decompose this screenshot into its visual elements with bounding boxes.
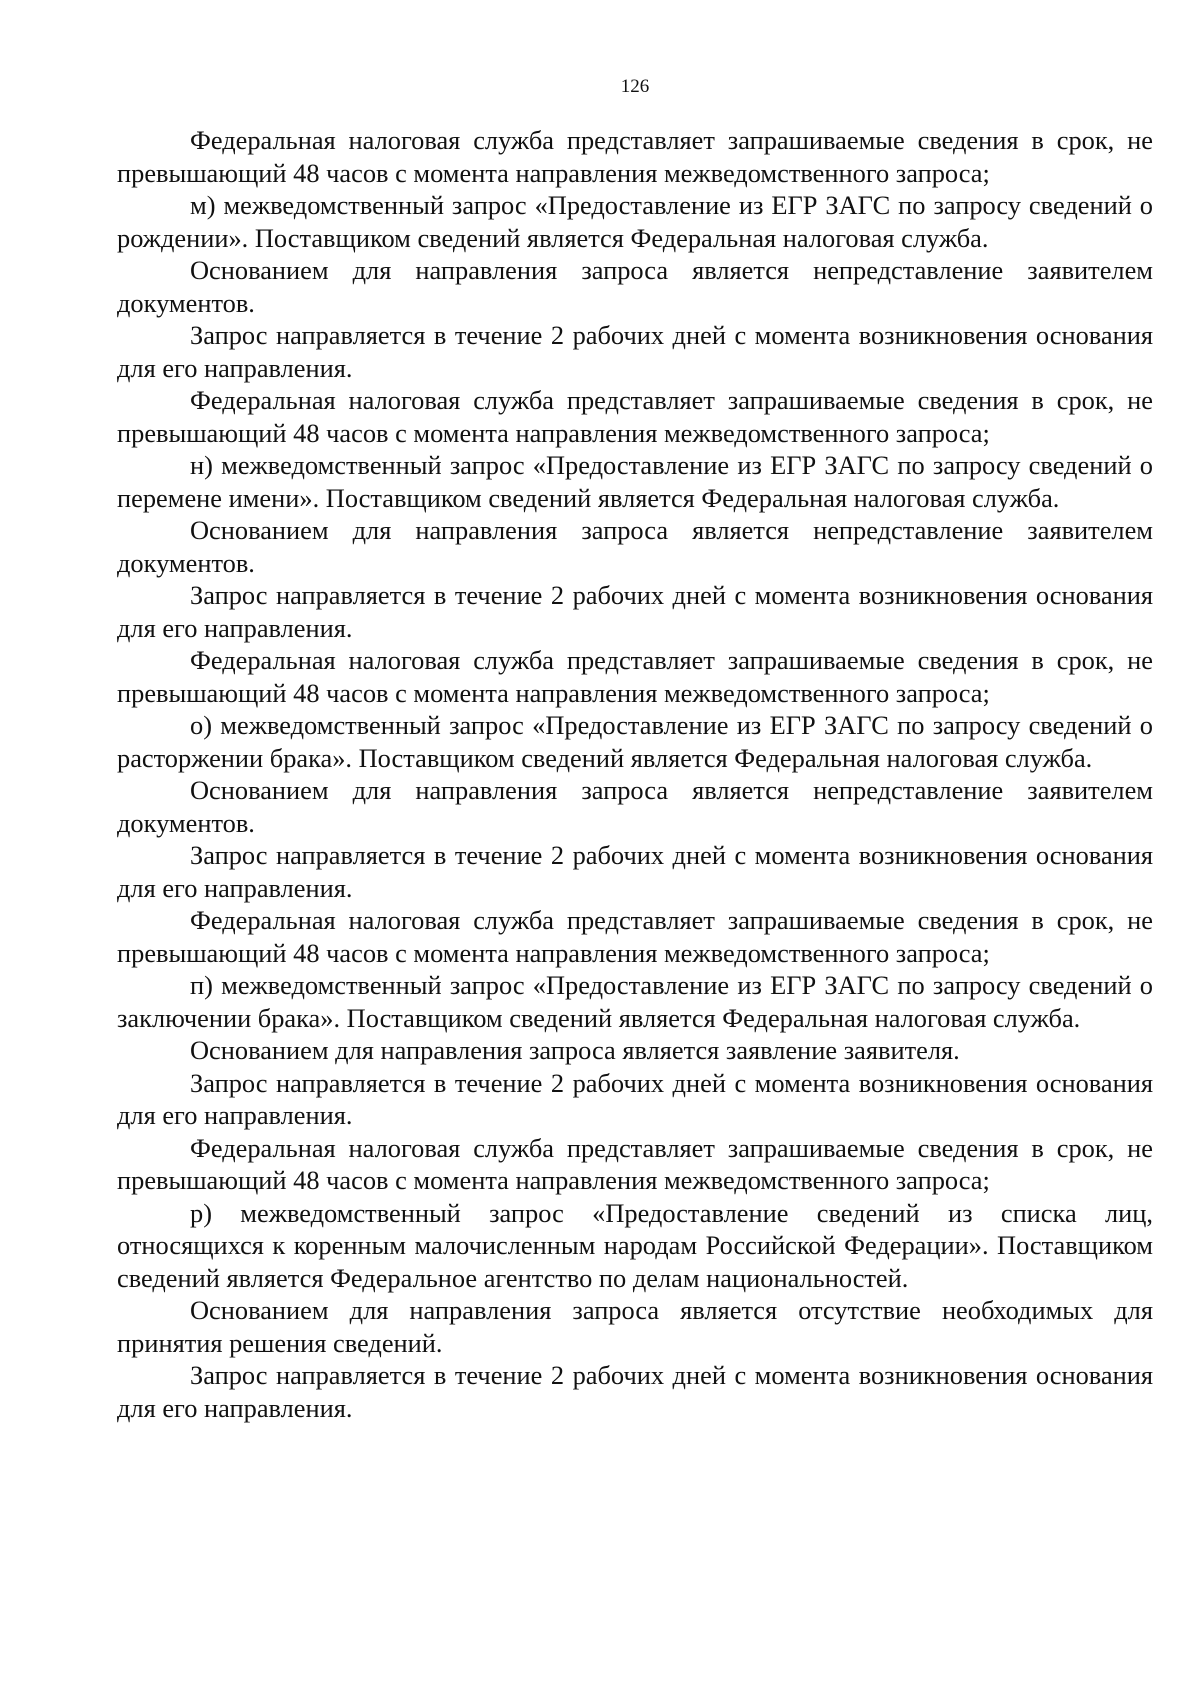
paragraph: Федеральная налоговая служба представляет запрашиваемые сведения в срок, не превышающий 48 часов с момента направления межведомственного запроса;	[117, 645, 1153, 708]
paragraph: п) межведомственный запрос «Предоставление из ЕГР ЗАГС по запросу сведений о заключении брака». Поставщиком сведений является Федеральная налоговая служба.	[117, 970, 1153, 1033]
document-body	[117, 124, 1153, 1424]
page-number: 126	[620, 76, 650, 97]
paragraph: Запрос направляется в течение 2 рабочих дней с момента возникновения основания для его направления.	[117, 1360, 1153, 1423]
paragraph: н) межведомственный запрос «Предоставление из ЕГР ЗАГС по запросу сведений о перемене имени». Поставщиком сведений является Федеральная налоговая служба.	[117, 450, 1153, 513]
paragraph: о) межведомственный запрос «Предоставление из ЕГР ЗАГС по запросу сведений о расторжении брака». Поставщиком сведений является Федеральная налоговая служба.	[117, 710, 1153, 773]
paragraph: Основанием для направления запроса является непредставление заявителем документов.	[117, 515, 1153, 578]
paragraph: р) межведомственный запрос «Предоставление сведений из списка лиц, относящихся к коренным малочисленным народам Российской Федерации». Поставщиком сведений является Федеральное агентство по делам национальностей.	[117, 1197, 1153, 1293]
paragraph: Федеральная налоговая служба представляет запрашиваемые сведения в срок, не превышающий 48 часов с момента направления межведомственного запроса;	[117, 905, 1153, 968]
paragraph: Запрос направляется в течение 2 рабочих дней с момента возникновения основания для его направления.	[117, 1067, 1153, 1130]
paragraph: Федеральная налоговая служба представляет запрашиваемые сведения в срок, не превышающий 48 часов с момента направления межведомственного запроса;	[117, 385, 1153, 448]
paragraph: Основанием для направления запроса является заявление заявителя.	[190, 1035, 960, 1065]
paragraph: Запрос направляется в течение 2 рабочих дней с момента возникновения основания для его направления.	[117, 580, 1153, 643]
paragraph: Запрос направляется в течение 2 рабочих дней с момента возникновения основания для его направления.	[117, 840, 1153, 903]
paragraph: Основанием для направления запроса является непредставление заявителем документов.	[117, 255, 1153, 318]
paragraph: м) межведомственный запрос «Предоставление из ЕГР ЗАГС по запросу сведений о рождении». Поставщиком сведений является Федеральная налоговая служба.	[117, 190, 1153, 253]
paragraph: Федеральная налоговая служба представляет запрашиваемые сведения в срок, не превышающий 48 часов с момента направления межведомственного запроса;	[117, 125, 1153, 188]
paragraph: Запрос направляется в течение 2 рабочих дней с момента возникновения основания для его направления.	[117, 320, 1153, 383]
paragraph: Основанием для направления запроса является непредставление заявителем документов.	[117, 775, 1153, 838]
paragraph: Основанием для направления запроса является отсутствие необходимых для принятия решения сведений.	[117, 1295, 1153, 1358]
paragraph: Федеральная налоговая служба представляет запрашиваемые сведения в срок, не превышающий 48 часов с момента направления межведомственного запроса;	[117, 1132, 1153, 1195]
